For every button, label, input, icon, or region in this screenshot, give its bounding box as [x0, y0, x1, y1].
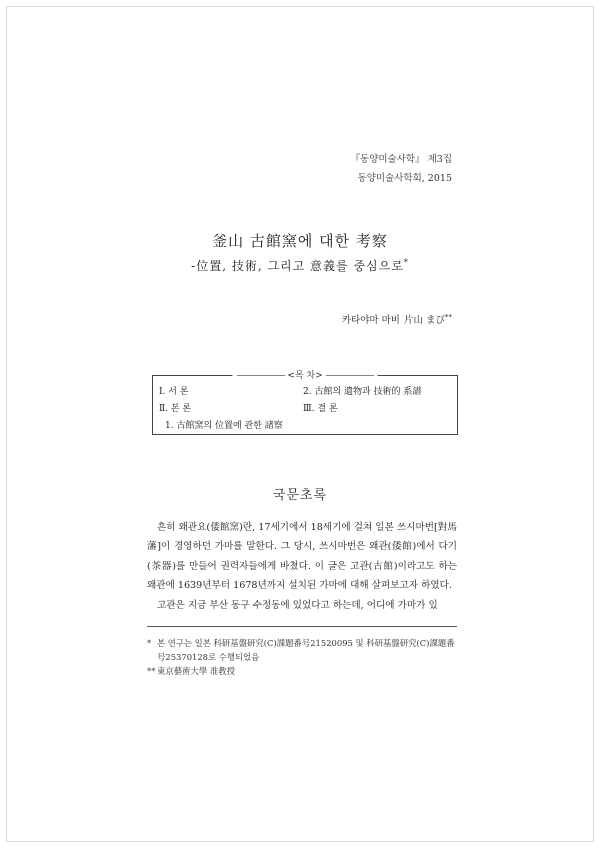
title-block: [0, 230, 600, 274]
footnote-text: 본 연구는 일본 科研基盤研究(C)課題番号21520095 및 科研基盤研究(C)課題番号25370128로 수행되었음: [157, 638, 455, 662]
abstract-paragraph: 고관은 지금 부산 동구 수정동에 있었다고 하는데, 어디에 가마가 있: [157, 599, 438, 611]
toc-item-relics: 2. 古館의 遺物과 技術的 系譜: [303, 387, 422, 397]
footnote-text: 東京藝術大學 准教授: [157, 666, 236, 676]
toc-caption-text: <목 차>: [287, 371, 323, 381]
footnotes: [147, 636, 457, 678]
table-of-contents: [152, 371, 458, 435]
toc-item-main-body: Ⅱ. 본 론: [159, 404, 192, 414]
abstract-body: [147, 518, 457, 615]
toc-item-location: 1. 古館窯의 位置에 관한 諸察: [165, 421, 283, 431]
footnote-divider: [147, 626, 457, 627]
journal-issue: 『동양미술사학』 제3집: [350, 154, 452, 165]
footnote-affiliation: [147, 664, 457, 678]
paper-title: 釜山 古館窯에 대한 考察: [212, 232, 388, 250]
toc-item-introduction: Ⅰ. 서 론: [159, 387, 189, 397]
footnote-mark: **: [147, 666, 156, 676]
journal-info: [351, 150, 452, 188]
toc-item-conclusion: Ⅲ. 결 론: [303, 404, 338, 414]
journal-publisher: 동양미술사학회, 2015: [357, 173, 452, 184]
author-footnote-mark: **: [445, 312, 452, 321]
author-line: [342, 312, 452, 326]
footnote-mark: *: [147, 638, 152, 648]
toc-caption: —————— <목 차> ——————: [232, 368, 377, 381]
subtitle-text: -位置, 技術, 그리고 意義를 중심으로: [191, 259, 404, 273]
paper-subtitle: [0, 257, 600, 274]
abstract-paragraph: 흔히 왜관요(倭館窯)란, 17세기에서 18세기에 걸쳐 일본 쓰시마번[對馬藩]이 경영하던 가마를 말한다. 그 당시, 쓰시마번은 왜관(倭館)에서 다기(茶器)를 만들어 권력자들에게 바쳤다. 이 글은 고관(古館)이라고도 하는 왜관에 1639년부터 1678년까지 설치된 가마에 대해 살펴보고자 하였다.: [147, 522, 457, 592]
subtitle-footnote-mark: *: [403, 258, 409, 267]
author-name-korean: 카타야마 마비: [341, 315, 400, 326]
author-name-kanji: 片山 まび: [403, 315, 445, 326]
abstract-heading: 국문초록: [272, 488, 328, 503]
footnote-funding: [147, 636, 457, 664]
